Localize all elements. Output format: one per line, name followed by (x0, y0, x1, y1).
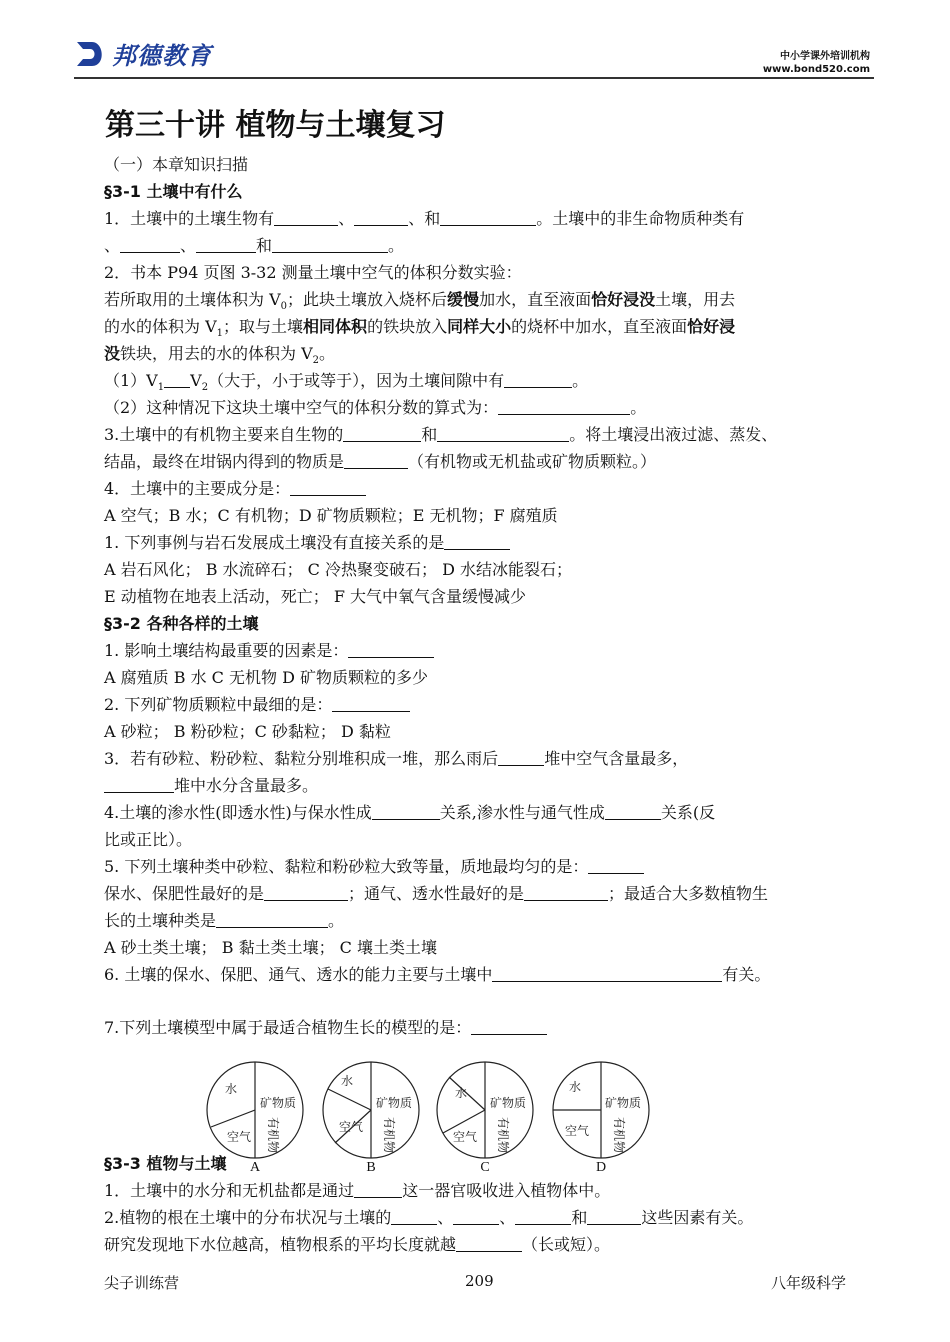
pie-label-mineral: 矿物质 (260, 1096, 297, 1110)
question-3-2-1 (104, 637, 864, 664)
text: 3.土壤中的有机物主要来自生物的 (104, 425, 344, 444)
text: 和 (256, 236, 273, 255)
answer-blank[interactable] (588, 857, 644, 874)
answer-blank[interactable] (344, 452, 408, 469)
emphasis: 相同体积 (303, 317, 368, 336)
text: V (190, 371, 202, 390)
text: 4．土壤中的主要成分是： (104, 479, 291, 498)
text: 和 (421, 425, 438, 444)
text: 。 (388, 236, 405, 255)
text: 土壤，用去 (655, 290, 736, 309)
text: 加水，直至液面 (479, 290, 592, 309)
question-3-2-4-cont: 比或正比）。 (104, 830, 193, 849)
text: 。 (319, 344, 336, 363)
answer-blank[interactable] (440, 209, 536, 226)
text: 结晶，最终在坩锅内得到的物质是 (104, 452, 345, 471)
text: 的水的体积为 V (104, 317, 217, 336)
text: 2.植物的根在土壤中的分布状况与土壤的 (104, 1208, 392, 1227)
logo-mark-icon (74, 39, 108, 69)
pie-label-mineral: 矿物质 (490, 1096, 527, 1110)
answer-blank[interactable] (498, 749, 544, 766)
text: ；通气、透水性最好的是 (348, 884, 525, 903)
text: 这些因素有关。 (641, 1208, 754, 1227)
text: 、和 (408, 209, 441, 228)
text: 、 (499, 1208, 516, 1227)
answer-blank[interactable] (104, 776, 174, 793)
question-3-1-2-line1 (104, 286, 864, 313)
pie-label-water: 水 (225, 1082, 238, 1096)
question-3-1-3-cont (104, 448, 864, 475)
question-3-1-5 (104, 529, 864, 556)
text: 保水、保肥性最好的是 (104, 884, 265, 903)
pie-label-air: 空气 (453, 1130, 478, 1144)
pie-label-water: 水 (569, 1080, 582, 1094)
question-3-1-2-part1 (104, 367, 864, 394)
answer-blank[interactable] (272, 236, 388, 253)
answer-blank[interactable] (196, 236, 256, 253)
text: 、 (180, 236, 197, 255)
text: 7.下列土壤模型中属于最适合植物生长的模型的是： (104, 1018, 472, 1037)
text: 2. 下列矿物质颗粒中最细的是： (104, 695, 333, 714)
question-3-2-6 (104, 961, 864, 988)
question-3-2-4 (104, 799, 864, 826)
question-3-1-2-part2 (104, 394, 864, 421)
answer-blank[interactable] (216, 911, 328, 928)
section-heading-3-1: §3-1 土壤中有什么 (104, 182, 243, 201)
answer-blank[interactable] (354, 1181, 402, 1198)
text: 。 (572, 371, 589, 390)
text: 关系,渗水性与通气性成 (439, 803, 605, 822)
subscript: 0 (280, 301, 288, 313)
text: 的烧杯中加水，直至液面 (511, 317, 688, 336)
pie-d-svg (551, 1055, 651, 1165)
question-3-2-3 (104, 745, 864, 772)
text: 6. 土壤的保水、保肥、通气、透水的能力主要与土壤中 (104, 965, 493, 984)
page-number: 209 (465, 1272, 494, 1290)
text: 。 (630, 398, 647, 417)
question-3-2-2-options: A 砂粒； B 粉砂粒；C 砂黏粒； D 黏粒 (104, 722, 391, 741)
answer-blank[interactable] (391, 1208, 437, 1225)
subscript: 2 (201, 382, 209, 394)
tagline-text: 中小学课外培训机构 (780, 51, 870, 62)
answer-blank[interactable] (444, 533, 510, 550)
question-3-1-4-options: A 空气；B 水；C 有机物；D 矿物质颗粒；E 无机物；F 腐殖质 (104, 506, 558, 525)
text: 。 (328, 911, 345, 930)
text: （2）这种情况下这块土壤中空气的体积分数的算式为： (104, 398, 499, 417)
page-title: 第三十讲 植物与土壤复习 (105, 108, 446, 143)
website-text: www.bond520.com (762, 64, 870, 75)
question-3-3-2-cont (104, 1231, 864, 1258)
answer-blank[interactable] (290, 479, 366, 496)
pie-b-svg (321, 1055, 421, 1165)
brand-logo (74, 36, 212, 71)
text: 5. 下列土壤种类中砂粒、黏粒和粉砂粒大致等量，质地最均匀的是： (104, 857, 589, 876)
answer-blank[interactable] (605, 803, 661, 820)
text: 铁块，用去的水的体积为 V (120, 344, 313, 363)
emphasis: 同样大小 (447, 317, 512, 336)
text: ；最适合大多数植物生 (608, 884, 769, 903)
emphasis: 恰好浸没 (591, 290, 656, 309)
answer-blank[interactable] (372, 803, 440, 820)
text: 的铁块放入 (367, 317, 448, 336)
pie-label-air: 空气 (565, 1124, 590, 1138)
question-3-1-1-cont (104, 232, 864, 259)
section-heading-3-3: §3-3 植物与土壤 (104, 1154, 227, 1173)
question-3-1-2-line2 (104, 313, 864, 340)
text: 有关。 (722, 965, 771, 984)
text: 关系(反 (660, 803, 716, 822)
text: 。将土壤浸出液过滤、蒸发、 (569, 425, 778, 444)
question-3-2-2 (104, 691, 864, 718)
answer-blank[interactable] (343, 425, 421, 442)
question-3-3-2 (104, 1204, 864, 1231)
pie-label-mineral: 矿物质 (605, 1096, 642, 1110)
emphasis: 缓慢 (447, 290, 480, 309)
answer-blank[interactable] (164, 371, 190, 388)
text: 、 (437, 1208, 454, 1227)
question-3-1-5-options-2: E 动植物在地表上活动，死亡； F 大气中氧气含量缓慢减少 (104, 587, 527, 606)
section-heading-3-2: §3-2 各种各样的土壤 (104, 614, 259, 633)
question-3-2-5-line3 (104, 907, 864, 934)
text: 1．土壤中的水分和无机盐都是通过 (104, 1181, 355, 1200)
pie-letter-c: C (480, 1160, 490, 1175)
answer-blank[interactable] (264, 884, 348, 901)
answer-blank[interactable] (492, 965, 722, 982)
text: 、 (338, 209, 355, 228)
text: 3．若有砂粒、粉砂粒、黏粒分别堆积成一堆，那么雨后 (104, 749, 499, 768)
question-3-2-3-cont (104, 772, 864, 799)
text: 1. 影响土壤结构最重要的因素是： (104, 641, 349, 660)
question-3-2-5-options: A 砂土类土壤； B 黏土类土壤； C 壤土类土壤 (104, 938, 437, 957)
answer-blank[interactable] (437, 425, 569, 442)
emphasis: 恰好浸 (687, 317, 736, 336)
pie-label-air: 空气 (227, 1130, 252, 1144)
subscript: 1 (157, 382, 165, 394)
pie-c-svg (435, 1055, 535, 1165)
pie-letter-d: D (595, 1160, 607, 1175)
answer-blank[interactable] (453, 1208, 499, 1225)
spacer (104, 988, 864, 1014)
text: 4.土壤的渗水性(即透水性)与保水性成 (104, 803, 372, 822)
text: （有机物或无机盐或矿物质颗粒。） (408, 452, 657, 471)
question-3-2-5 (104, 853, 864, 880)
header-tagline (763, 50, 870, 76)
answer-blank[interactable] (587, 1208, 641, 1225)
question-3-1-3 (104, 421, 864, 448)
pie-letter-b: B (366, 1160, 376, 1175)
question-3-1-1 (104, 205, 864, 232)
text: （1）V (104, 371, 158, 390)
text: 1. 下列事例与岩石发展成土壤没有直接关系的是 (104, 533, 445, 552)
answer-blank[interactable] (515, 1208, 571, 1225)
text: 1．土壤中的土壤生物有 (104, 209, 275, 228)
text: 。土壤中的非生命物质种类有 (536, 209, 745, 228)
pie-label-organic: 有机物 (266, 1117, 280, 1154)
question-3-2-1-options: A 腐殖质 B 水 C 无机物 D 矿物质颗粒的多少 (104, 668, 428, 687)
text: （长或短）。 (522, 1235, 611, 1254)
question-3-1-2-line3 (104, 340, 864, 367)
question-3-1-2: 2．书本 P94 页图 3-32 测量土壤中空气的体积分数实验： (104, 263, 522, 282)
section-intro: （一）本章知识扫描 (104, 155, 249, 174)
question-3-1-5-options-1: A 岩石风化； B 水流碎石； C 冷热聚变破石； D 水结冰能裂石； (104, 560, 572, 579)
answer-blank[interactable] (504, 371, 572, 388)
emphasis: 没 (104, 344, 121, 363)
footer-left: 尖子训练营 (104, 1274, 180, 1292)
pie-label-organic: 有机物 (382, 1117, 396, 1154)
pie-label-organic: 有机物 (612, 1117, 626, 1154)
question-3-2-5-line2 (104, 880, 864, 907)
text: 若所取用的土壤体积为 V (104, 290, 281, 309)
text: 长的土壤种类是 (104, 911, 217, 930)
pie-a-svg (205, 1055, 305, 1165)
subscript: 1 (216, 328, 224, 340)
pie-label-organic: 有机物 (496, 1117, 510, 1154)
text: ；取与土壤 (223, 317, 304, 336)
answer-blank[interactable] (332, 695, 410, 712)
pie-letter-a: A (249, 1160, 261, 1175)
worksheet-body (104, 151, 864, 1041)
worksheet-body-3-3 (104, 1150, 864, 1258)
pie-label-mineral: 矿物质 (376, 1096, 413, 1110)
answer-blank[interactable] (348, 641, 434, 658)
text: 和 (571, 1208, 588, 1227)
pie-label-air: 空气 (339, 1120, 364, 1134)
pie-label-water: 水 (455, 1086, 468, 1100)
pie-label-water: 水 (341, 1074, 354, 1088)
text: 堆中水分含量最多。 (174, 776, 319, 795)
footer-right: 八年级科学 (770, 1274, 846, 1292)
text: （大于，小于或等于），因为土壤间隙中有 (208, 371, 505, 390)
subscript: 2 (312, 355, 320, 367)
logo-text: 邦德教育 (112, 42, 212, 70)
answer-blank[interactable] (354, 209, 408, 226)
answer-blank[interactable] (498, 398, 630, 415)
text: ；此块土壤放入烧杯后 (287, 290, 448, 309)
answer-blank[interactable] (471, 1018, 547, 1035)
text: 这一器官吸收进入植物体中。 (402, 1181, 611, 1200)
answer-blank[interactable] (524, 884, 608, 901)
text: 堆中空气含量最多， (544, 749, 689, 768)
question-3-1-4 (104, 475, 864, 502)
answer-blank[interactable] (456, 1235, 522, 1252)
question-3-2-7 (104, 1014, 864, 1041)
question-3-3-1 (104, 1177, 864, 1204)
header-divider (74, 77, 874, 79)
answer-blank[interactable] (120, 236, 180, 253)
text: 研究发现地下水位越高，植物根系的平均长度就越 (104, 1235, 457, 1254)
answer-blank[interactable] (274, 209, 338, 226)
text: 、 (104, 236, 121, 255)
